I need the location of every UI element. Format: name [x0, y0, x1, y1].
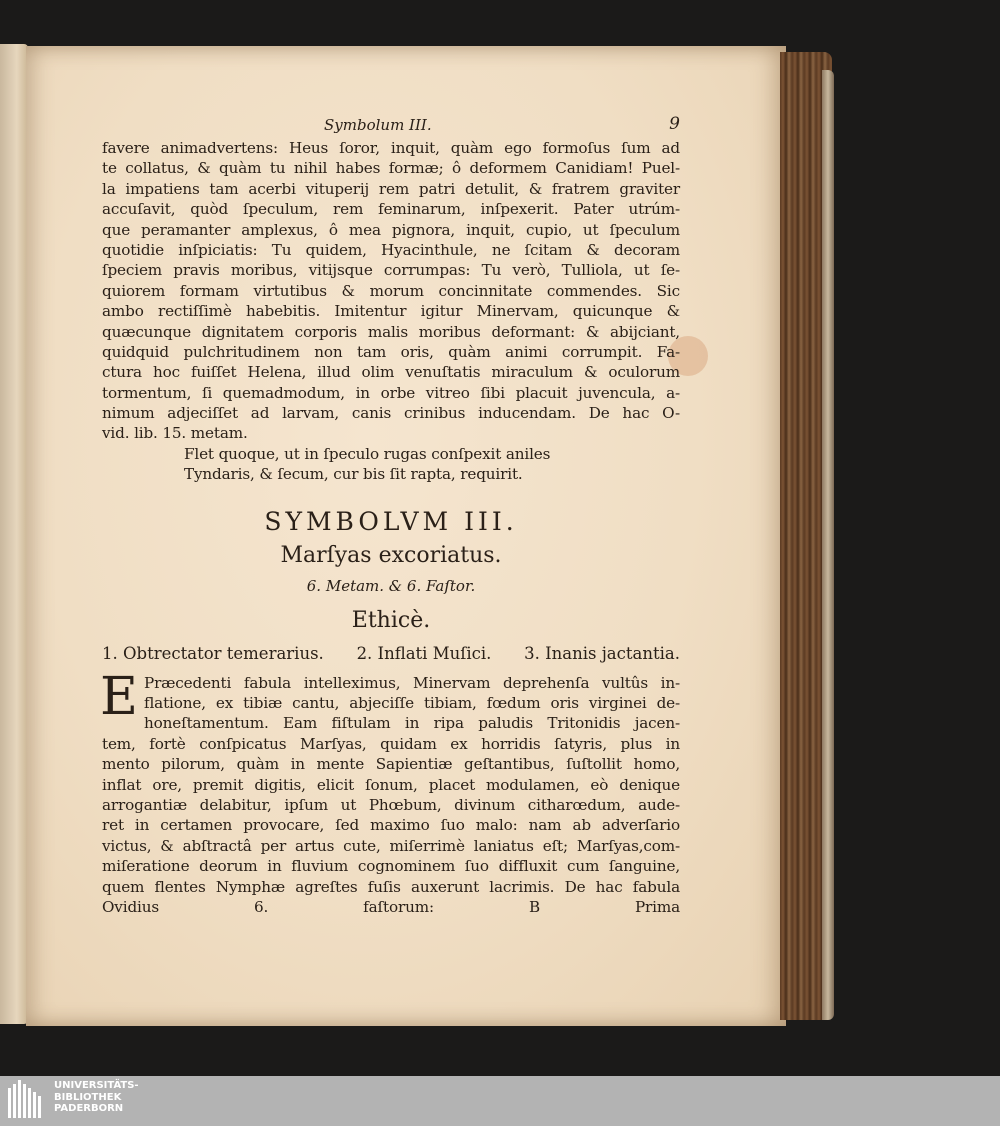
- text-line: honeſtamentum. Eam fiſtulam in ripa paludis Tritonidis jacen-: [144, 714, 680, 733]
- text-line: favere animadvertens: Heus ſoror, inquit, quàm ego formoſus ſum ad: [102, 139, 680, 157]
- catchword: Prima: [634, 897, 680, 916]
- paragraph-2: [100, 666, 680, 918]
- text-line: mento pilorum, quàm in mente Sapientiæ geſtantibus, ſuſtollit homo,: [102, 755, 680, 774]
- page-footer-line: [102, 897, 680, 917]
- footer-left-text: Ovidius 6. faſtorum:: [102, 897, 434, 916]
- library-logo-icon: [6, 1080, 42, 1122]
- section-heading: Ethicè.: [351, 607, 431, 633]
- text-line: quotidie inſpiciatis: Tu quidem, Hyacinthule, ne ſcitam & decoram: [102, 240, 680, 259]
- text-line: ret in certamen provocare, ſed maximo ſuo malo: nam ab adverſario: [102, 816, 680, 835]
- page-text: [102, 112, 680, 917]
- signature-mark: B: [528, 897, 540, 916]
- verse-line: Flet quoque, ut in ſpeculo rugas conſpexit aniles: [184, 444, 551, 463]
- text-line: quiorem formam virtutibus & morum concinnitate commendes. Sic: [102, 281, 680, 300]
- text-line: ctura hoc fuiſſet Helena, illud olim venuſtatis miraculum & oculorum: [102, 363, 680, 382]
- text-line: tem, fortè conſpicatus Marſyas, quidam ex horridis ſatyris, plus in: [102, 734, 680, 753]
- library-name-line: UNIVERSITÄTS-: [54, 1080, 139, 1091]
- text-line: ambo rectiſſimè habebitis. Imitentur igitur Minervam, quicunque &: [102, 302, 680, 321]
- library-name: [54, 1080, 139, 1115]
- text-line: miſeratione deorum in fluvium cognominem ſuo diffluxit cum ſanguine,: [102, 857, 680, 876]
- text-line: victus, & abſtractâ per artus cute, miſerrimè laniatus eſt; Marſyas,com-: [102, 836, 680, 855]
- source-reference: 6. Metam. & 6. Faſtor.: [306, 576, 476, 595]
- moral-points: [102, 639, 680, 669]
- moral-point: 1. Obtrectator temerarius.: [102, 643, 324, 663]
- running-head: [102, 112, 680, 138]
- facing-page-edge: [0, 44, 28, 1024]
- text-line: arrogantiæ delabitur, ipſum ut Phœbum, divinum citharœdum, aude-: [102, 795, 680, 814]
- paragraph-1: [102, 138, 680, 444]
- moral-point: 2. Inflati Muſici.: [356, 643, 492, 663]
- text-line: vid. lib. 15. metam.: [102, 424, 248, 443]
- text-line: ſpeciem pravis moribus, vitijsque corrumpas: Tu verò, Tulliola, ut ſe-: [102, 261, 680, 280]
- text-line: flatione, ex tibiæ cantu, abjeciſſe tibiam, fœdum oris virginei de-: [144, 694, 680, 713]
- verse-line: Tyndaris, & ſecum, cur bis ſit rapta, requirit.: [184, 465, 523, 484]
- verse-quote: [102, 444, 680, 485]
- text-line: nimum adjeciſſet ad larvam, canis crinibus inducendam. De hac O-: [102, 404, 680, 423]
- symbol-heading: SYMBOLVM III.: [264, 506, 518, 536]
- text-line: la impatiens tam acerbi vituperij rem patri detulit, & fratrem graviter: [102, 179, 680, 198]
- symbol-subtitle: Marſyas excoriatus.: [280, 542, 502, 568]
- text-line: quidquid pulchritudinem non tam oris, quàm animi corrumpit. Fa-: [102, 342, 680, 361]
- book-spine-edge: [822, 70, 834, 1020]
- library-name-line: PADERBORN: [54, 1103, 124, 1114]
- text-line: inflat ore, premit digitis, elicit ſonum, placet modulamen, eò denique: [102, 775, 680, 794]
- library-name-line: BIBLIOTHEK: [54, 1091, 122, 1103]
- drop-cap: E: [100, 666, 138, 727]
- text-line: Præcedenti fabula intelleximus, Minervam deprehenſa vultûs in-: [144, 673, 680, 692]
- library-footer-bar: [0, 1076, 1000, 1126]
- running-title: Symbolum III.: [324, 116, 432, 134]
- page-number: 9: [669, 114, 680, 134]
- text-line: accuſavit, quòd ſpeculum, rem feminarum, inſpexerit. Pater utrúm-: [102, 200, 680, 219]
- text-line: quæcunque dignitatem corporis malis moribus deformant: & abijciant,: [102, 322, 680, 341]
- moral-point: 3. Inanis jactantia.: [524, 643, 680, 663]
- text-line: te collatus, & quàm tu nihil habes formæ; ô deformem Canidiam! Puel-: [102, 159, 680, 178]
- text-line: que peramanter amplexus, ô mea pignora, inquit, cupio, ut ſpeculum: [102, 220, 680, 239]
- text-line: tormentum, ſi quemadmodum, in orbe vitreo ſibi placuit juvencula, a-: [102, 383, 680, 402]
- text-line: quem flentes Nymphæ agreſtes fuſis auxerunt lacrimis. De hac fabula: [102, 877, 680, 896]
